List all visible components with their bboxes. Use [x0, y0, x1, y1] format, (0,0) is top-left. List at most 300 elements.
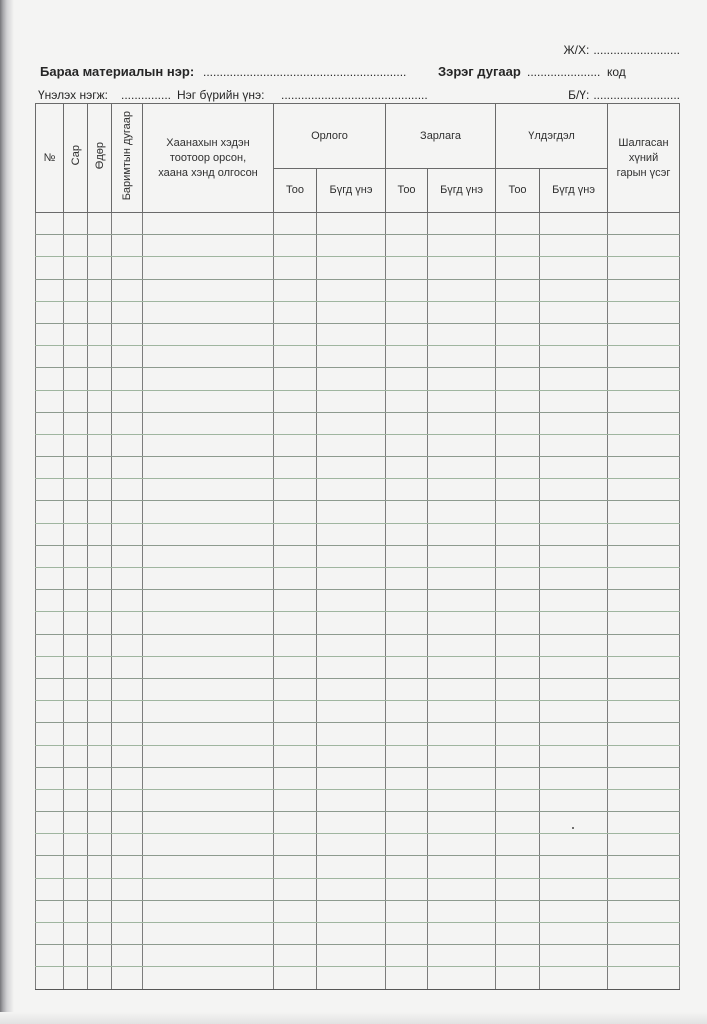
table-cell — [143, 368, 274, 390]
table-row — [36, 634, 680, 656]
table-cell — [496, 612, 540, 634]
table-cell — [386, 878, 428, 900]
table-cell — [428, 878, 496, 900]
table-cell — [540, 767, 608, 789]
table-cell — [317, 590, 386, 612]
subcolumn-expense-total-price — [428, 169, 496, 213]
table-cell — [317, 834, 386, 856]
journal-label: Ж/Х: — [563, 43, 590, 57]
table-cell — [88, 612, 112, 634]
table-row — [36, 878, 680, 900]
table-cell — [143, 767, 274, 789]
table-cell — [88, 346, 112, 368]
column-group-balance — [496, 104, 608, 169]
table-cell — [386, 545, 428, 567]
table-row — [36, 390, 680, 412]
inventory-ledger-table — [35, 103, 680, 990]
table-cell — [317, 368, 386, 390]
table-cell — [540, 945, 608, 967]
table-cell — [386, 723, 428, 745]
table-cell — [274, 590, 317, 612]
table-cell — [88, 590, 112, 612]
table-cell — [64, 412, 88, 434]
table-cell — [540, 834, 608, 856]
table-cell — [274, 390, 317, 412]
table-cell — [496, 945, 540, 967]
table-cell — [386, 923, 428, 945]
table-cell — [88, 479, 112, 501]
table-cell — [64, 612, 88, 634]
table-cell — [274, 323, 317, 345]
table-cell — [143, 257, 274, 279]
table-cell — [274, 434, 317, 456]
table-cell — [428, 701, 496, 723]
table-cell — [386, 945, 428, 967]
table-row — [36, 235, 680, 257]
table-cell — [540, 434, 608, 456]
table-cell — [496, 878, 540, 900]
subcolumn-label: Бүгд үнэ — [329, 184, 373, 196]
table-cell — [274, 235, 317, 257]
table-cell — [317, 301, 386, 323]
table-cell — [386, 457, 428, 479]
table-cell — [88, 634, 112, 656]
table-cell — [386, 745, 428, 767]
table-cell — [112, 235, 143, 257]
table-cell — [386, 789, 428, 811]
table-cell — [274, 834, 317, 856]
column-header-source-destination — [143, 104, 274, 213]
column-group-expense — [386, 104, 496, 169]
table-cell — [36, 590, 64, 612]
table-row — [36, 923, 680, 945]
table-cell — [274, 479, 317, 501]
column-header-number — [36, 104, 64, 213]
table-cell — [36, 612, 64, 634]
table-cell — [64, 457, 88, 479]
table-cell — [143, 235, 274, 257]
table-cell — [317, 523, 386, 545]
table-cell — [274, 612, 317, 634]
table-cell — [608, 923, 680, 945]
table-cell — [64, 812, 88, 834]
table-cell — [112, 656, 143, 678]
table-cell — [317, 434, 386, 456]
table-cell — [88, 257, 112, 279]
table-cell — [143, 213, 274, 235]
table-cell — [64, 789, 88, 811]
table-cell — [88, 923, 112, 945]
table-cell — [36, 545, 64, 567]
table-cell — [64, 213, 88, 235]
table-cell — [386, 590, 428, 612]
table-cell — [112, 945, 143, 967]
table-cell — [540, 412, 608, 434]
table-cell — [540, 812, 608, 834]
table-cell — [112, 368, 143, 390]
table-cell — [274, 745, 317, 767]
subcolumn-income-quantity — [274, 169, 317, 213]
table-cell — [317, 967, 386, 989]
table-cell — [88, 856, 112, 878]
table-cell — [496, 767, 540, 789]
table-cell — [143, 634, 274, 656]
table-cell — [608, 301, 680, 323]
table-cell — [317, 678, 386, 700]
table-cell — [143, 301, 274, 323]
table-cell — [64, 656, 88, 678]
table-cell — [36, 479, 64, 501]
table-cell — [274, 634, 317, 656]
table-cell — [496, 923, 540, 945]
table-cell — [496, 257, 540, 279]
table-cell — [540, 900, 608, 922]
table-cell — [608, 323, 680, 345]
table-cell — [540, 257, 608, 279]
table-cell — [112, 767, 143, 789]
table-row — [36, 856, 680, 878]
table-cell — [274, 723, 317, 745]
table-cell — [428, 390, 496, 412]
table-row — [36, 745, 680, 767]
subcolumn-balance-total-price — [540, 169, 608, 213]
journal-field — [564, 43, 680, 57]
table-cell — [64, 923, 88, 945]
table-cell — [428, 279, 496, 301]
grade-blank: ...................... — [527, 65, 601, 79]
table-cell — [540, 923, 608, 945]
table-cell — [540, 590, 608, 612]
table-cell — [608, 346, 680, 368]
table-cell — [64, 235, 88, 257]
table-cell — [317, 412, 386, 434]
signature-line-3: гарын үсэг — [616, 166, 671, 179]
column-group-income-label: Орлого — [311, 129, 348, 142]
table-cell — [36, 434, 64, 456]
table-cell — [386, 523, 428, 545]
table-cell — [496, 235, 540, 257]
table-cell — [36, 967, 64, 989]
table-cell — [540, 479, 608, 501]
table-cell — [540, 656, 608, 678]
table-cell — [143, 945, 274, 967]
table-cell — [64, 745, 88, 767]
table-cell — [540, 568, 608, 590]
table-cell — [386, 834, 428, 856]
table-cell — [36, 878, 64, 900]
subcolumn-balance-quantity — [496, 169, 540, 213]
ledger-header — [36, 104, 680, 213]
table-cell — [608, 235, 680, 257]
table-cell — [143, 346, 274, 368]
table-cell — [386, 323, 428, 345]
table-cell — [112, 590, 143, 612]
table-cell — [143, 856, 274, 878]
table-cell — [608, 745, 680, 767]
code-suffix: код — [607, 65, 626, 79]
table-cell — [540, 745, 608, 767]
column-group-balance-label: Үлдэгдэл — [528, 129, 575, 142]
column-group-income — [274, 104, 386, 169]
table-cell — [64, 301, 88, 323]
table-cell — [496, 745, 540, 767]
table-cell — [496, 634, 540, 656]
table-cell — [496, 678, 540, 700]
table-cell — [36, 301, 64, 323]
table-cell — [608, 812, 680, 834]
source-destination-line-3: хаана хэнд олгосон — [158, 166, 258, 179]
table-cell — [540, 501, 608, 523]
table-cell — [428, 235, 496, 257]
table-row — [36, 301, 680, 323]
table-cell — [496, 346, 540, 368]
table-cell — [386, 434, 428, 456]
column-header-document-number — [112, 104, 143, 213]
table-cell — [496, 368, 540, 390]
table-cell — [88, 545, 112, 567]
table-cell — [112, 257, 143, 279]
table-row — [36, 479, 680, 501]
table-cell — [428, 678, 496, 700]
table-cell — [143, 323, 274, 345]
table-cell — [274, 945, 317, 967]
table-cell — [428, 745, 496, 767]
table-cell — [88, 945, 112, 967]
table-cell — [143, 834, 274, 856]
table-cell — [143, 390, 274, 412]
table-cell — [274, 900, 317, 922]
table-row — [36, 789, 680, 811]
table-cell — [36, 767, 64, 789]
table-cell — [496, 967, 540, 989]
table-cell — [428, 834, 496, 856]
column-header-month — [64, 104, 88, 213]
table-cell — [64, 545, 88, 567]
table-cell — [64, 967, 88, 989]
table-cell — [428, 346, 496, 368]
table-cell — [540, 967, 608, 989]
table-cell — [112, 390, 143, 412]
table-cell — [608, 545, 680, 567]
table-cell — [143, 279, 274, 301]
table-cell — [428, 634, 496, 656]
table-cell — [317, 235, 386, 257]
table-cell — [428, 812, 496, 834]
table-cell — [317, 701, 386, 723]
table-cell — [496, 656, 540, 678]
table-cell — [540, 523, 608, 545]
table-cell — [88, 834, 112, 856]
table-cell — [317, 257, 386, 279]
table-cell — [88, 812, 112, 834]
table-cell — [608, 279, 680, 301]
table-cell — [143, 789, 274, 811]
table-cell — [496, 900, 540, 922]
column-header-document-number-label: Баримтын дугаар — [121, 110, 133, 201]
table-cell — [143, 745, 274, 767]
table-cell — [88, 523, 112, 545]
table-cell — [64, 678, 88, 700]
table-cell — [36, 412, 64, 434]
table-cell — [317, 923, 386, 945]
table-cell — [112, 568, 143, 590]
table-cell — [112, 301, 143, 323]
table-cell — [274, 568, 317, 590]
table-cell — [88, 767, 112, 789]
table-cell — [112, 878, 143, 900]
table-cell — [608, 789, 680, 811]
table-cell — [143, 900, 274, 922]
table-row — [36, 612, 680, 634]
table-cell — [608, 390, 680, 412]
table-cell — [64, 346, 88, 368]
table-cell — [36, 457, 64, 479]
by-label: Б/Ү: — [568, 88, 590, 102]
table-cell — [88, 789, 112, 811]
table-cell — [317, 390, 386, 412]
table-cell — [428, 900, 496, 922]
table-cell — [317, 812, 386, 834]
table-cell — [274, 923, 317, 945]
table-cell — [36, 523, 64, 545]
table-cell — [36, 723, 64, 745]
table-cell — [64, 568, 88, 590]
table-cell — [428, 501, 496, 523]
item-name-blank: ............................................................. — [203, 65, 407, 79]
table-cell — [36, 812, 64, 834]
table-cell — [36, 900, 64, 922]
unit-price-blank: ............................................ — [281, 88, 428, 102]
table-cell — [112, 634, 143, 656]
table-cell — [88, 656, 112, 678]
subcolumn-label: Бүгд үнэ — [552, 184, 595, 196]
table-cell — [317, 213, 386, 235]
table-cell — [608, 878, 680, 900]
table-cell — [428, 923, 496, 945]
table-row — [36, 545, 680, 567]
table-cell — [36, 257, 64, 279]
table-cell — [112, 745, 143, 767]
table-cell — [608, 368, 680, 390]
table-cell — [317, 945, 386, 967]
table-cell — [608, 634, 680, 656]
table-row — [36, 346, 680, 368]
table-cell — [274, 789, 317, 811]
table-cell — [496, 501, 540, 523]
table-cell — [88, 678, 112, 700]
table-cell — [274, 856, 317, 878]
table-cell — [112, 834, 143, 856]
table-cell — [36, 323, 64, 345]
table-row — [36, 412, 680, 434]
table-cell — [386, 678, 428, 700]
table-cell — [88, 701, 112, 723]
table-cell — [64, 390, 88, 412]
table-cell — [428, 301, 496, 323]
column-header-day-label: Өдөр — [93, 141, 106, 170]
table-row — [36, 701, 680, 723]
table-row — [36, 434, 680, 456]
table-row — [36, 501, 680, 523]
table-cell — [36, 213, 64, 235]
table-cell — [540, 346, 608, 368]
table-cell — [317, 634, 386, 656]
table-cell — [608, 767, 680, 789]
table-cell — [540, 789, 608, 811]
table-cell — [317, 479, 386, 501]
table-cell — [496, 723, 540, 745]
table-cell — [64, 900, 88, 922]
table-cell — [540, 634, 608, 656]
table-cell — [274, 279, 317, 301]
table-row — [36, 523, 680, 545]
table-cell — [143, 501, 274, 523]
table-cell — [36, 856, 64, 878]
table-cell — [608, 900, 680, 922]
table-cell — [143, 457, 274, 479]
table-cell — [36, 923, 64, 945]
table-cell — [274, 545, 317, 567]
table-row — [36, 257, 680, 279]
table-cell — [608, 834, 680, 856]
table-cell — [317, 279, 386, 301]
scanner-bottom-shadow — [0, 1012, 707, 1024]
table-cell — [64, 479, 88, 501]
subcolumn-expense-quantity — [386, 169, 428, 213]
header-row-main — [36, 104, 680, 169]
table-cell — [386, 812, 428, 834]
table-cell — [317, 723, 386, 745]
table-cell — [88, 568, 112, 590]
table-cell — [88, 323, 112, 345]
table-row — [36, 368, 680, 390]
table-cell — [608, 612, 680, 634]
table-cell — [143, 878, 274, 900]
table-cell — [112, 900, 143, 922]
table-cell — [386, 900, 428, 922]
table-row — [36, 900, 680, 922]
table-cell — [386, 856, 428, 878]
table-cell — [64, 434, 88, 456]
table-cell — [143, 545, 274, 567]
table-cell — [428, 323, 496, 345]
table-cell — [143, 479, 274, 501]
column-header-number-label: № — [43, 151, 56, 164]
table-cell — [428, 789, 496, 811]
table-cell — [496, 523, 540, 545]
table-cell — [608, 967, 680, 989]
table-cell — [36, 834, 64, 856]
table-cell — [386, 368, 428, 390]
table-cell — [496, 301, 540, 323]
table-cell — [143, 656, 274, 678]
table-cell — [317, 323, 386, 345]
table-cell — [143, 812, 274, 834]
table-cell — [428, 412, 496, 434]
table-cell — [36, 634, 64, 656]
table-cell — [36, 279, 64, 301]
table-cell — [64, 834, 88, 856]
table-cell — [428, 213, 496, 235]
table-cell — [540, 612, 608, 634]
signature-line-1: Шалгасан — [618, 136, 669, 149]
table-row — [36, 279, 680, 301]
by-field — [568, 88, 680, 102]
table-cell — [386, 568, 428, 590]
table-cell — [608, 257, 680, 279]
table-cell — [496, 279, 540, 301]
table-cell — [386, 967, 428, 989]
